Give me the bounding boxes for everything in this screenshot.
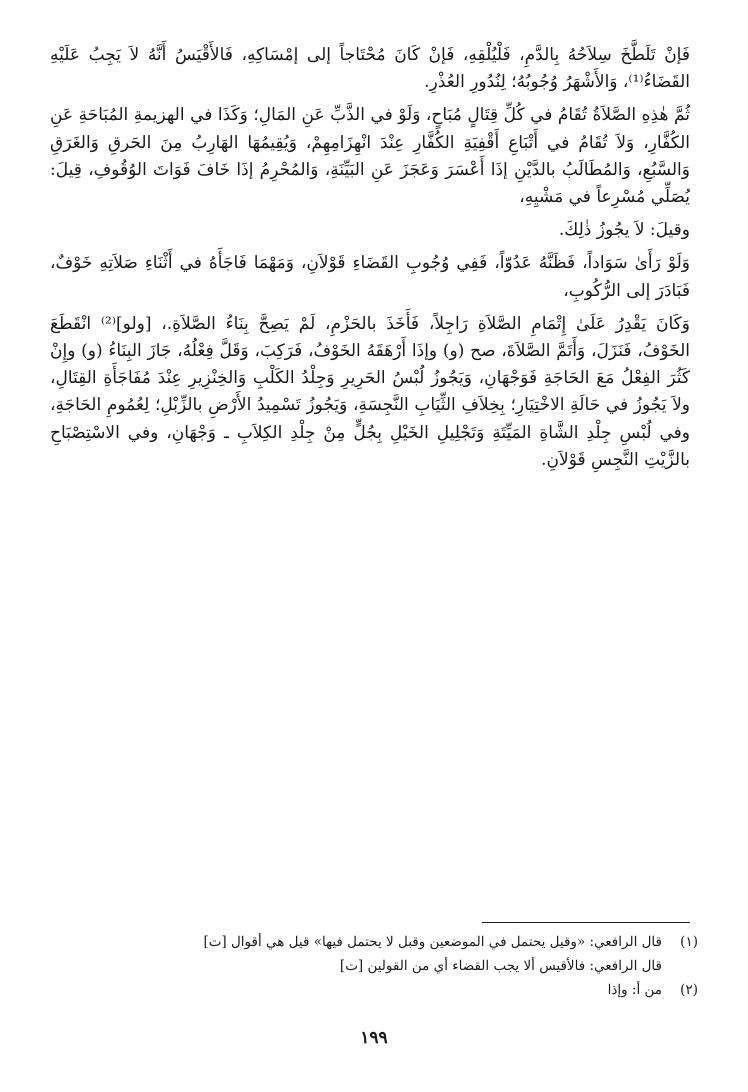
page-number: ١٩٩ bbox=[360, 1028, 388, 1048]
paragraph-1: فَإنْ تَلَطَّخَ سِلاَحُهُ بِالدَّمِ، فَلْيُلْقِهِ، فَإنْ كَانَ مُحْتَاجاً إلى إمْسَاكِهِ، فَالأَقْيَسُ أَنَّهُ لاَ يَجِبُ عَلَيْهِ القَضَاءُ⁽¹⁾، وَالأَشْهَرُ وُجُوبُهُ؛ لِنُدُورِ العُذْرِ. bbox=[50, 45, 690, 93]
paragraph-3: وقيلَ: لاَ يجُوزُ ذٰلِكَ. bbox=[558, 220, 690, 241]
footnote-1-line-1 bbox=[58, 930, 698, 954]
paragraph-4: وَلَوْ رَأَىٰ سَوَاداً، فَظَنَّهُ عَدُوّاً، فَفِي وُجُوبِ القَضَاءِ قَوْلاَنِ، وَمَهْمَا فَاجَأَهُ في أَثْنَاءِ صَلاَتِهِ خَوْفٌ، فَبَادَرَ إلى الرُّكُوبِ، bbox=[50, 253, 690, 301]
footnote-text: قال الرافعي: فالأقيس ألا يجب القضاء أي من القولين [ت] bbox=[339, 958, 662, 974]
footnote-text: قال الرافعي: «وقيل يحتمل في الموضعين وقبل لا يحتمل فيها» قيل هي أقوال [ت] bbox=[203, 934, 662, 950]
paragraph-2: ثُمَّ هٰذِهِ الصَّلاَةُ تُقَامُ في كُلِّ قِتَالٍ مُبَاحٍ، وَلَوْ في الذَّبِّ عَنِ المَالِ؛ وَكَذَا في الهزيمةِ المُبَاحَةِ عَنِ الكُفَّارِ، وَلاَ تُقَامُ في أَتْبَاعِ أَقْفِيَةِ الكُفَّارِ عِنْدَ انْهِزَامِهِمْ، وَيُقِيمُهَا الهَارِبُ مِنَ الحَرقِ وَالغَرَقِ وَالسَّبُعِ، وَالمُطَالَبُ بالدَّيْنِ إذَا أَعْسَرَ وَعَجَزَ عَنِ البَيِّنَةِ، وَالمُحْرِمُ إذَا خَافَ فَوَاتَ الوُقُوفِ، قِيلَ: يُصَلِّي مُسْرِعاً في مَشْيِهِ، bbox=[50, 105, 690, 208]
footnote-number: (٢) bbox=[680, 982, 698, 998]
footnote-1-line-2 bbox=[58, 954, 698, 978]
main-text bbox=[50, 42, 690, 480]
paragraph-5: وَكَانَ يَقْدِرُ عَلَىٰ إِتْمَامِ الصَّلاَةِ رَاجِلاً، فَأَخَذَ بالحَزْمِ، لَمْ يَصِحَّ بِنَاءُ الصَّلاَةِ.، [ولو]⁽²⁾ انْقَطَعَ الخَوْفُ، فَنَزَلَ، وَأَتَمَّ الصَّلاَةَ، صح (و) وإذَا أَرْهَقَهُ الخَوْفُ، فَرَكِبَ، وَقَلَّ فِعْلُهُ، جَازَ البِنَاءُ (و) وإِنْ كَثُرَ الفِعْلُ مَعَ الحَاجَةِ فَوَجْهَانِ، وَيَجُوزُ لُبْسُ الحَرِيرِ وَجِلْدُ الكَلْبِ وَالخِنْزِيرِ عِنْدَ مُفَاجَأَةِ القِتَالِ، ولاَ يَجُوزُ في حَالَةِ الاخْتِيَارِ؛ بِخِلاَفِ الثِّيَابِ النَّجِسَةِ، وَيَجُوزُ تَسْمِيدُ الأَرْضِ بالزِّبْلِ؛ لِعُمُومِ الحَاجَةِ، وفي لُبْسِ جِلْدِ الشَّاةِ المَيِّتَةِ وَتَجْلِيلِ الخَيْلِ بِجُلٍّ مِنْ جِلْدِ الكِلاَبِ ـ وَجْهَانِ، وفي الاسْتِصْبَاحِ بالزَّيْتِ النَّجِسِ قَوْلاَنِ. bbox=[50, 313, 690, 470]
footnotes bbox=[58, 930, 698, 1002]
footnote-divider bbox=[482, 922, 690, 923]
footnote-2-line-1 bbox=[58, 978, 698, 1002]
footnote-text: من أ: وإذا bbox=[607, 982, 662, 998]
footnote-number: (١) bbox=[680, 934, 698, 950]
